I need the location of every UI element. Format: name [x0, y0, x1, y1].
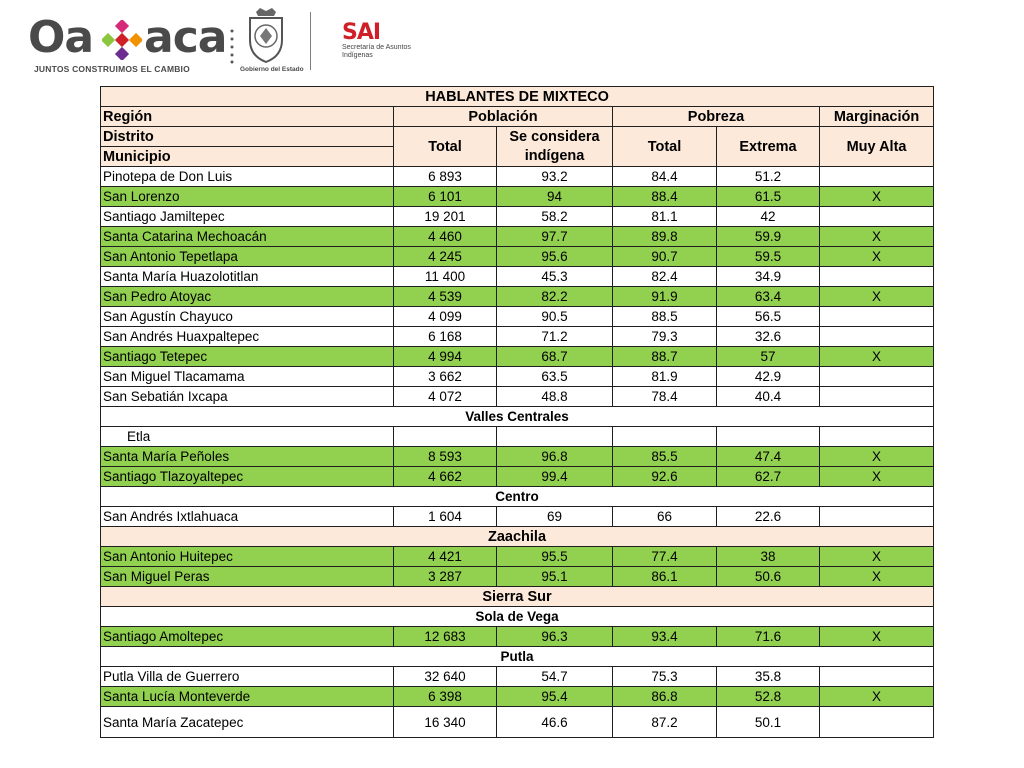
table-body: [101, 87, 934, 738]
district-label: Valles Centrales: [101, 407, 934, 427]
cell-poblacion-total: 4 421: [394, 547, 497, 567]
cell-indigena: 96.8: [497, 447, 613, 467]
cell-pobreza-extrema: 40.4: [717, 387, 820, 407]
cell-muy-alta: [820, 427, 934, 447]
cell-municipio: Santa María Zacatepec: [101, 707, 394, 738]
district-row: [101, 607, 934, 627]
cell-municipio: San Agustín Chayuco: [101, 307, 394, 327]
cell-indigena: 46.6: [497, 707, 613, 738]
cell-pobreza-total: [613, 427, 717, 447]
cell-poblacion-total: 16 340: [394, 707, 497, 738]
cell-pobreza-total: 89.8: [613, 227, 717, 247]
cell-pobreza-extrema: 47.4: [717, 447, 820, 467]
cell-muy-alta: [820, 367, 934, 387]
cell-indigena: 45.3: [497, 267, 613, 287]
header-indigena: Se considera indígena: [497, 127, 613, 167]
cell-indigena: 68.7: [497, 347, 613, 367]
cell-pobreza-extrema: 56.5: [717, 307, 820, 327]
district-row: [101, 647, 934, 667]
cell-muy-alta: [820, 667, 934, 687]
cell-pobreza-extrema: [717, 427, 820, 447]
header-total-poblacion: Total: [394, 127, 497, 167]
cell-pobreza-total: 82.4: [613, 267, 717, 287]
cell-pobreza-extrema: 34.9: [717, 267, 820, 287]
cell-municipio: San Andrés Ixtlahuaca: [101, 507, 394, 527]
header-logos: [28, 6, 411, 78]
cell-poblacion-total: 4 460: [394, 227, 497, 247]
cell-pobreza-extrema: 71.6: [717, 627, 820, 647]
cell-pobreza-total: 87.2: [613, 707, 717, 738]
cell-poblacion-total: 6 893: [394, 167, 497, 187]
table-row: [101, 507, 934, 527]
table-row: [101, 567, 934, 587]
cell-pobreza-extrema: 22.6: [717, 507, 820, 527]
cell-pobreza-total: 90.7: [613, 247, 717, 267]
cell-indigena: 69: [497, 507, 613, 527]
cell-muy-alta: X: [820, 567, 934, 587]
cell-indigena: 95.6: [497, 247, 613, 267]
header-distrito: Distrito: [101, 127, 394, 147]
cell-pobreza-total: 86.1: [613, 567, 717, 587]
cell-indigena: 95.4: [497, 687, 613, 707]
table-row: [101, 627, 934, 647]
cell-municipio: Santiago Tlazoyaltepec: [101, 467, 394, 487]
table-row: [101, 307, 934, 327]
sai-logo: SAI: [342, 20, 381, 45]
table-row: [101, 227, 934, 247]
cell-poblacion-total: 32 640: [394, 667, 497, 687]
cell-municipio: Santa Catarina Mechoacán: [101, 227, 394, 247]
cell-municipio: Etla: [101, 427, 394, 447]
cell-pobreza-extrema: 50.1: [717, 707, 820, 738]
table-row: [101, 447, 934, 467]
table-row: [101, 367, 934, 387]
cell-poblacion-total: 8 593: [394, 447, 497, 467]
cell-pobreza-total: 93.4: [613, 627, 717, 647]
cell-muy-alta: [820, 507, 934, 527]
cell-indigena: 95.1: [497, 567, 613, 587]
cell-municipio: San Miguel Tlacamama: [101, 367, 394, 387]
cell-pobreza-extrema: 62.7: [717, 467, 820, 487]
region-row: [101, 587, 934, 607]
cell-poblacion-total: 4 662: [394, 467, 497, 487]
sai-subtitle: Secretaría de Asuntos Indígenas: [342, 44, 411, 59]
district-row: [101, 407, 934, 427]
cell-indigena: 99.4: [497, 467, 613, 487]
cell-municipio: Santa Lucía Monteverde: [101, 687, 394, 707]
table-row: [101, 327, 934, 347]
cell-indigena: 54.7: [497, 667, 613, 687]
header-poblacion: Población: [394, 107, 613, 127]
district-label: Sola de Vega: [101, 607, 934, 627]
oaxaca-logo-text-right: aca: [144, 12, 227, 63]
table-row: [101, 687, 934, 707]
cell-municipio: Putla Villa de Guerrero: [101, 667, 394, 687]
cell-pobreza-extrema: 32.6: [717, 327, 820, 347]
cell-pobreza-extrema: 59.9: [717, 227, 820, 247]
dots-divider-icon: [230, 28, 234, 64]
cell-pobreza-extrema: 59.5: [717, 247, 820, 267]
region-label: Zaachila: [101, 527, 934, 547]
table-row: [101, 547, 934, 567]
cell-pobreza-total: 81.1: [613, 207, 717, 227]
mixteco-table: [100, 86, 934, 738]
cell-poblacion-total: 11 400: [394, 267, 497, 287]
cell-muy-alta: X: [820, 687, 934, 707]
cell-muy-alta: [820, 707, 934, 738]
table-row: [101, 427, 934, 447]
cell-poblacion-total: 4 099: [394, 307, 497, 327]
cell-indigena: 63.5: [497, 367, 613, 387]
header-total-pobreza: Total: [613, 127, 717, 167]
cell-municipio: Santa María Peñoles: [101, 447, 394, 467]
cell-indigena: 82.2: [497, 287, 613, 307]
header-muy-alta: Muy Alta: [820, 127, 934, 167]
table-row: [101, 287, 934, 307]
cell-pobreza-total: 91.9: [613, 287, 717, 307]
district-label: Centro: [101, 487, 934, 507]
slogan: JUNTOS CONSTRUIMOS EL CAMBIO: [34, 64, 190, 74]
header-marginacion: Marginación: [820, 107, 934, 127]
cell-pobreza-total: 81.9: [613, 367, 717, 387]
cell-pobreza-total: 85.5: [613, 447, 717, 467]
table-row: [101, 267, 934, 287]
region-label: Sierra Sur: [101, 587, 934, 607]
table-row: [101, 347, 934, 367]
cell-poblacion-total: 4 539: [394, 287, 497, 307]
cell-pobreza-extrema: 42: [717, 207, 820, 227]
cell-municipio: San Lorenzo: [101, 187, 394, 207]
cell-muy-alta: [820, 167, 934, 187]
cell-muy-alta: X: [820, 447, 934, 467]
cell-poblacion-total: 4 072: [394, 387, 497, 407]
header-divider: [310, 12, 311, 70]
cell-poblacion-total: 3 662: [394, 367, 497, 387]
table-row: [101, 387, 934, 407]
cell-muy-alta: X: [820, 467, 934, 487]
cell-pobreza-extrema: 52.8: [717, 687, 820, 707]
table-row: [101, 707, 934, 738]
cell-pobreza-total: 75.3: [613, 667, 717, 687]
cell-indigena: 90.5: [497, 307, 613, 327]
cell-poblacion-total: 1 604: [394, 507, 497, 527]
cell-indigena: [497, 427, 613, 447]
cell-pobreza-total: 66: [613, 507, 717, 527]
header-row-2: [101, 127, 934, 147]
cell-indigena: 94: [497, 187, 613, 207]
cell-municipio: San Andrés Huaxpaltepec: [101, 327, 394, 347]
cell-pobreza-total: 86.8: [613, 687, 717, 707]
mixteco-table-container: [100, 86, 933, 738]
region-row: [101, 527, 934, 547]
cell-indigena: 58.2: [497, 207, 613, 227]
cell-poblacion-total: 4 245: [394, 247, 497, 267]
cell-indigena: 97.7: [497, 227, 613, 247]
cell-municipio: San Miguel Peras: [101, 567, 394, 587]
gobierno-label: Gobierno del Estado: [240, 66, 304, 73]
cell-muy-alta: X: [820, 287, 934, 307]
cell-pobreza-total: 88.4: [613, 187, 717, 207]
cell-pobreza-extrema: 63.4: [717, 287, 820, 307]
cell-muy-alta: [820, 267, 934, 287]
cell-pobreza-total: 79.3: [613, 327, 717, 347]
cell-municipio: Pinotepa de Don Luis: [101, 167, 394, 187]
table-row: [101, 187, 934, 207]
cell-municipio: Santiago Amoltepec: [101, 627, 394, 647]
cell-pobreza-total: 77.4: [613, 547, 717, 567]
header-extrema: Extrema: [717, 127, 820, 167]
cell-pobreza-extrema: 38: [717, 547, 820, 567]
cell-pobreza-extrema: 61.5: [717, 187, 820, 207]
header-municipio: Municipio: [101, 147, 394, 167]
cell-pobreza-extrema: 35.8: [717, 667, 820, 687]
cell-indigena: 48.8: [497, 387, 613, 407]
cell-muy-alta: X: [820, 187, 934, 207]
cell-municipio: San Pedro Atoyac: [101, 287, 394, 307]
cell-pobreza-total: 84.4: [613, 167, 717, 187]
cell-pobreza-total: 88.5: [613, 307, 717, 327]
cell-muy-alta: X: [820, 247, 934, 267]
cell-poblacion-total: 12 683: [394, 627, 497, 647]
cell-poblacion-total: 6 101: [394, 187, 497, 207]
header-row-1: [101, 107, 934, 127]
cell-muy-alta: X: [820, 347, 934, 367]
table-title: HABLANTES DE MIXTECO: [101, 87, 934, 107]
district-label: Putla: [101, 647, 934, 667]
cell-muy-alta: [820, 307, 934, 327]
cell-municipio: San Sebatián Ixcapa: [101, 387, 394, 407]
cell-pobreza-extrema: 42.9: [717, 367, 820, 387]
district-row: [101, 487, 934, 507]
cell-pobreza-total: 78.4: [613, 387, 717, 407]
cell-municipio: San Antonio Tepetlapa: [101, 247, 394, 267]
cell-poblacion-total: 6 398: [394, 687, 497, 707]
cell-poblacion-total: 4 994: [394, 347, 497, 367]
cell-muy-alta: X: [820, 227, 934, 247]
cell-muy-alta: [820, 207, 934, 227]
cell-poblacion-total: 3 287: [394, 567, 497, 587]
cell-poblacion-total: 19 201: [394, 207, 497, 227]
cell-poblacion-total: [394, 427, 497, 447]
cell-muy-alta: X: [820, 627, 934, 647]
header-pobreza: Pobreza: [613, 107, 820, 127]
cell-pobreza-extrema: 50.6: [717, 567, 820, 587]
header-region: Región: [101, 107, 394, 127]
cell-pobreza-total: 88.7: [613, 347, 717, 367]
state-seal-icon: [242, 6, 290, 64]
cell-pobreza-extrema: 51.2: [717, 167, 820, 187]
cell-indigena: 93.2: [497, 167, 613, 187]
oaxaca-logo-text-left: Oa: [28, 12, 94, 63]
cell-poblacion-total: 6 168: [394, 327, 497, 347]
table-title-row: [101, 87, 934, 107]
cell-muy-alta: [820, 387, 934, 407]
cell-indigena: 96.3: [497, 627, 613, 647]
table-row: [101, 467, 934, 487]
cell-indigena: 95.5: [497, 547, 613, 567]
cell-municipio: Santiago Tetepec: [101, 347, 394, 367]
cell-municipio: San Antonio Huitepec: [101, 547, 394, 567]
cell-pobreza-total: 92.6: [613, 467, 717, 487]
cell-muy-alta: [820, 327, 934, 347]
cell-municipio: Santiago Jamiltepec: [101, 207, 394, 227]
table-row: [101, 167, 934, 187]
table-row: [101, 207, 934, 227]
cell-muy-alta: X: [820, 547, 934, 567]
oaxaca-mark-icon: [102, 20, 142, 60]
table-row: [101, 667, 934, 687]
cell-indigena: 71.2: [497, 327, 613, 347]
cell-municipio: Santa María Huazolotitlan: [101, 267, 394, 287]
table-row: [101, 247, 934, 267]
cell-pobreza-extrema: 57: [717, 347, 820, 367]
